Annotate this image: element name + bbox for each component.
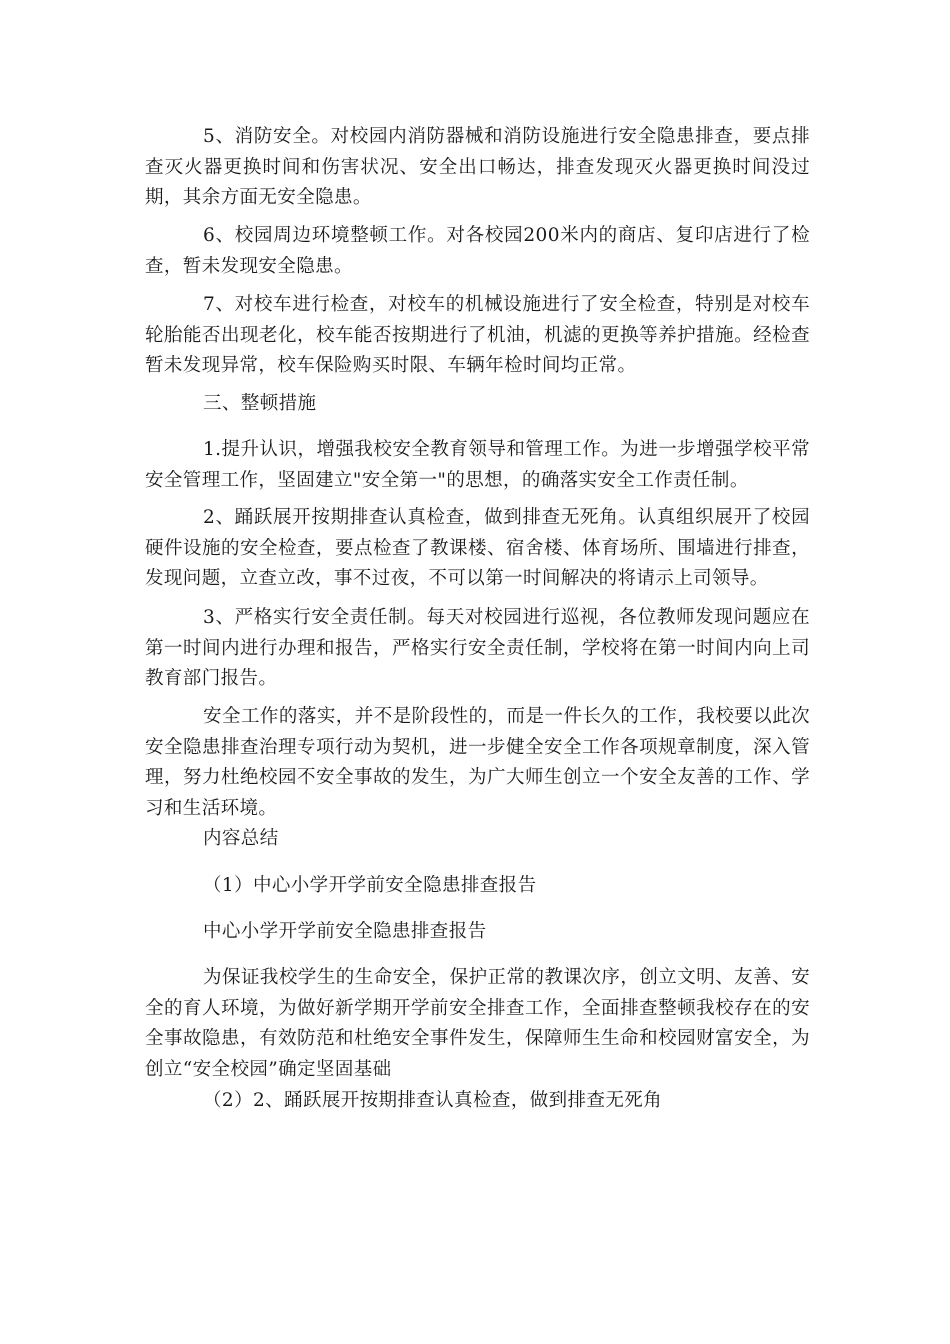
paragraph-measure-2: 2、踊跃展开按期排查认真检查，做到排查无死角。认真组织展开了校园硬件设施的安全检查，要点检查了教课楼、宿舍楼、体育场所、围墙进行排查，发现问题，立查立改，事不过夜，不可以第一时间解决的将请示上司领导。	[145, 507, 810, 589]
paragraph-conclusion: 安全工作的落实，并不是阶段性的，而是一件长久的工作，我校要以此次安全隐患排查治理专项行动为契机，进一步健全安全工作各项规章制度，深入管理，努力杜绝校园不安全事故的发生，为广大师生创立一个安全友善的工作、学习和生活环境。	[145, 706, 810, 819]
paragraph-measure-3: 3、严格实行安全责任制。每天对校园进行巡视，各位教师发现问题应在第一时间内进行办理和报告，严格实行安全责任制，学校将在第一时间内向上司教育部门报告。	[145, 607, 810, 689]
paragraph-fire-safety: 5、消防安全。对校园内消防器械和消防设施进行安全隐患排查，要点排查灭火器更换时间和伤害状况、安全出口畅达，排查发现灭火器更换时间没过期，其余方面无安全隐患。	[145, 126, 810, 208]
summary-title: 中心小学开学前安全隐患排查报告	[203, 921, 487, 942]
summary-body: 为保证我校学生的生命安全，保护正常的教课次序，创立文明、友善、安全的育人环境，为做好新学期开学前安全排查工作，全面排查整顿我校存在的安全事故隐患，有效防范和杜绝安全事件发生，保障师生生命和校园财富安全，为创立“安全校园”确定坚固基础	[145, 967, 810, 1080]
paragraph-measure-1: 1.提升认识，增强我校安全教育领导和管理工作。为进一步增强学校平常安全管理工作，坚固建立"安全第一"的思想，的确落实安全工作责任制。	[145, 439, 810, 491]
paragraph-school-bus: 7、对校车进行检查，对校车的机械设施进行了安全检查，特别是对校车轮胎能否出现老化，校车能否按期进行了机油，机滤的更换等养护措施。经检查暂未发现异常，校车保险购买时限、车辆年检时间均正常。	[145, 294, 810, 376]
summary-item-1: （1）中心小学开学前安全隐患排查报告	[203, 875, 537, 896]
summary-heading: 内容总结	[203, 828, 279, 849]
section-heading-rectification: 三、整顿措施	[203, 393, 317, 414]
paragraph-campus-surroundings: 6、校园周边环境整顿工作。对各校园200米内的商店、复印店进行了检查，暂未发现安全隐患。	[145, 225, 810, 277]
summary-item-2: （2）2、踊跃展开按期排查认真检查，做到排查无死角	[203, 1090, 663, 1111]
